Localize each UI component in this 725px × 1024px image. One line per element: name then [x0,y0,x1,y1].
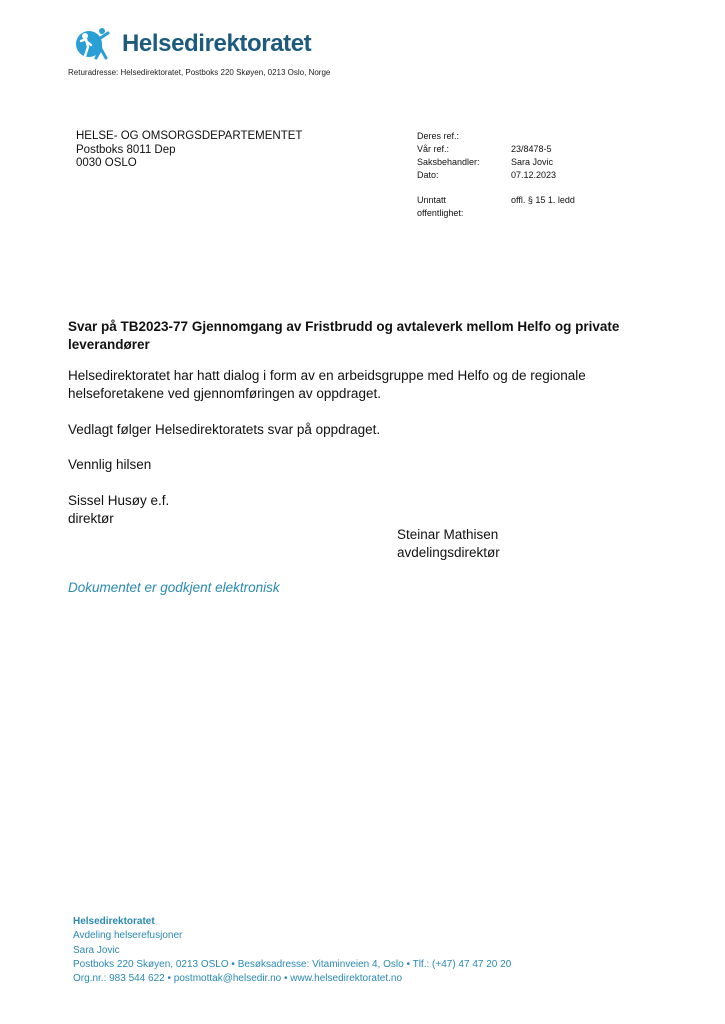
recipient-address: Postboks 8011 Dep [76,143,176,156]
footer [73,915,511,986]
closing: Vennlig hilsen [68,457,152,472]
exempt-label-line1: Unntatt [417,195,447,205]
paragraph-1 [68,367,586,403]
ref-value: 23/8478-5 [511,144,552,154]
reference-block [417,130,575,220]
signer-1 [68,492,169,528]
ref-value: 07.12.2023 [511,170,557,180]
ref-label: Deres ref.: [417,131,460,141]
footer-contact: Org.nr.: 983 544 622 • postmottak@helsedir.no • www.helsedirektoratet.no [73,973,403,985]
exempt-label-line2: offentlighet: [417,208,464,218]
signer-1-name: Sissel Husøy e.f. [68,493,170,508]
subject-line2: leverandører [68,337,150,352]
subject-line1: Svar på TB2023-77 Gjennomgang av Fristbrudd og avtaleverk mellom Helfo og private [68,319,620,334]
exempt-value: offl. § 15 1. ledd [511,195,575,205]
logo [75,27,311,61]
ref-label: Vår ref.: [417,144,450,154]
footer-org: Helsedirektoratet [73,916,155,927]
ref-row-saksbehandler [417,156,575,169]
signer-2-title: avdelingsdirektør [397,545,500,560]
helsedirektoratet-logo-icon [75,27,121,61]
exempt-label [417,194,511,220]
paragraph-2: Vedlagt følger Helsedirektoratets svar på oppdraget. [68,422,381,437]
footer-address: Postboks 220 Skøyen, 0213 OSLO • Besøksadresse: Vitaminveien 4, Oslo • Tlf.: (+47) 47 47 20 20 [73,958,512,970]
recipient-postal: 0030 OSLO [76,157,137,169]
paragraph-1-line2: helseforetakene ved gjennomføringen av oppdraget. [68,386,381,401]
recipient-block [76,130,302,171]
footer-person: Sara Jovic [73,944,120,956]
letter-subject [68,318,628,354]
ref-row-var [417,143,575,156]
signer-2 [397,526,500,562]
footer-department: Avdeling helserefusjoner [73,930,183,942]
ref-row-deres [417,130,575,143]
ref-row-dato [417,169,575,182]
paragraph-1-line1: Helsedirektoratet har hatt dialog i form av en arbeidsgruppe med Helfo og de regionale [68,368,586,383]
ref-value: Sara Jovic [511,157,554,167]
ref-label: Saksbehandler: [417,157,480,167]
recipient-name: HELSE- OG OMSORGSDEPARTEMENTET [76,130,303,142]
ref-label: Dato: [417,170,439,180]
ref-row-exempt [417,194,575,220]
approved-note: Dokumentet er godkjent elektronisk [68,580,280,595]
signer-2-name: Steinar Mathisen [397,527,499,542]
logo-text: Helsedirektoratet [122,30,312,57]
return-address: Returadresse: Helsedirektoratet, Postboks 220 Skøyen, 0213 Oslo, Norge [68,68,331,77]
signer-1-title: direktør [68,511,114,526]
